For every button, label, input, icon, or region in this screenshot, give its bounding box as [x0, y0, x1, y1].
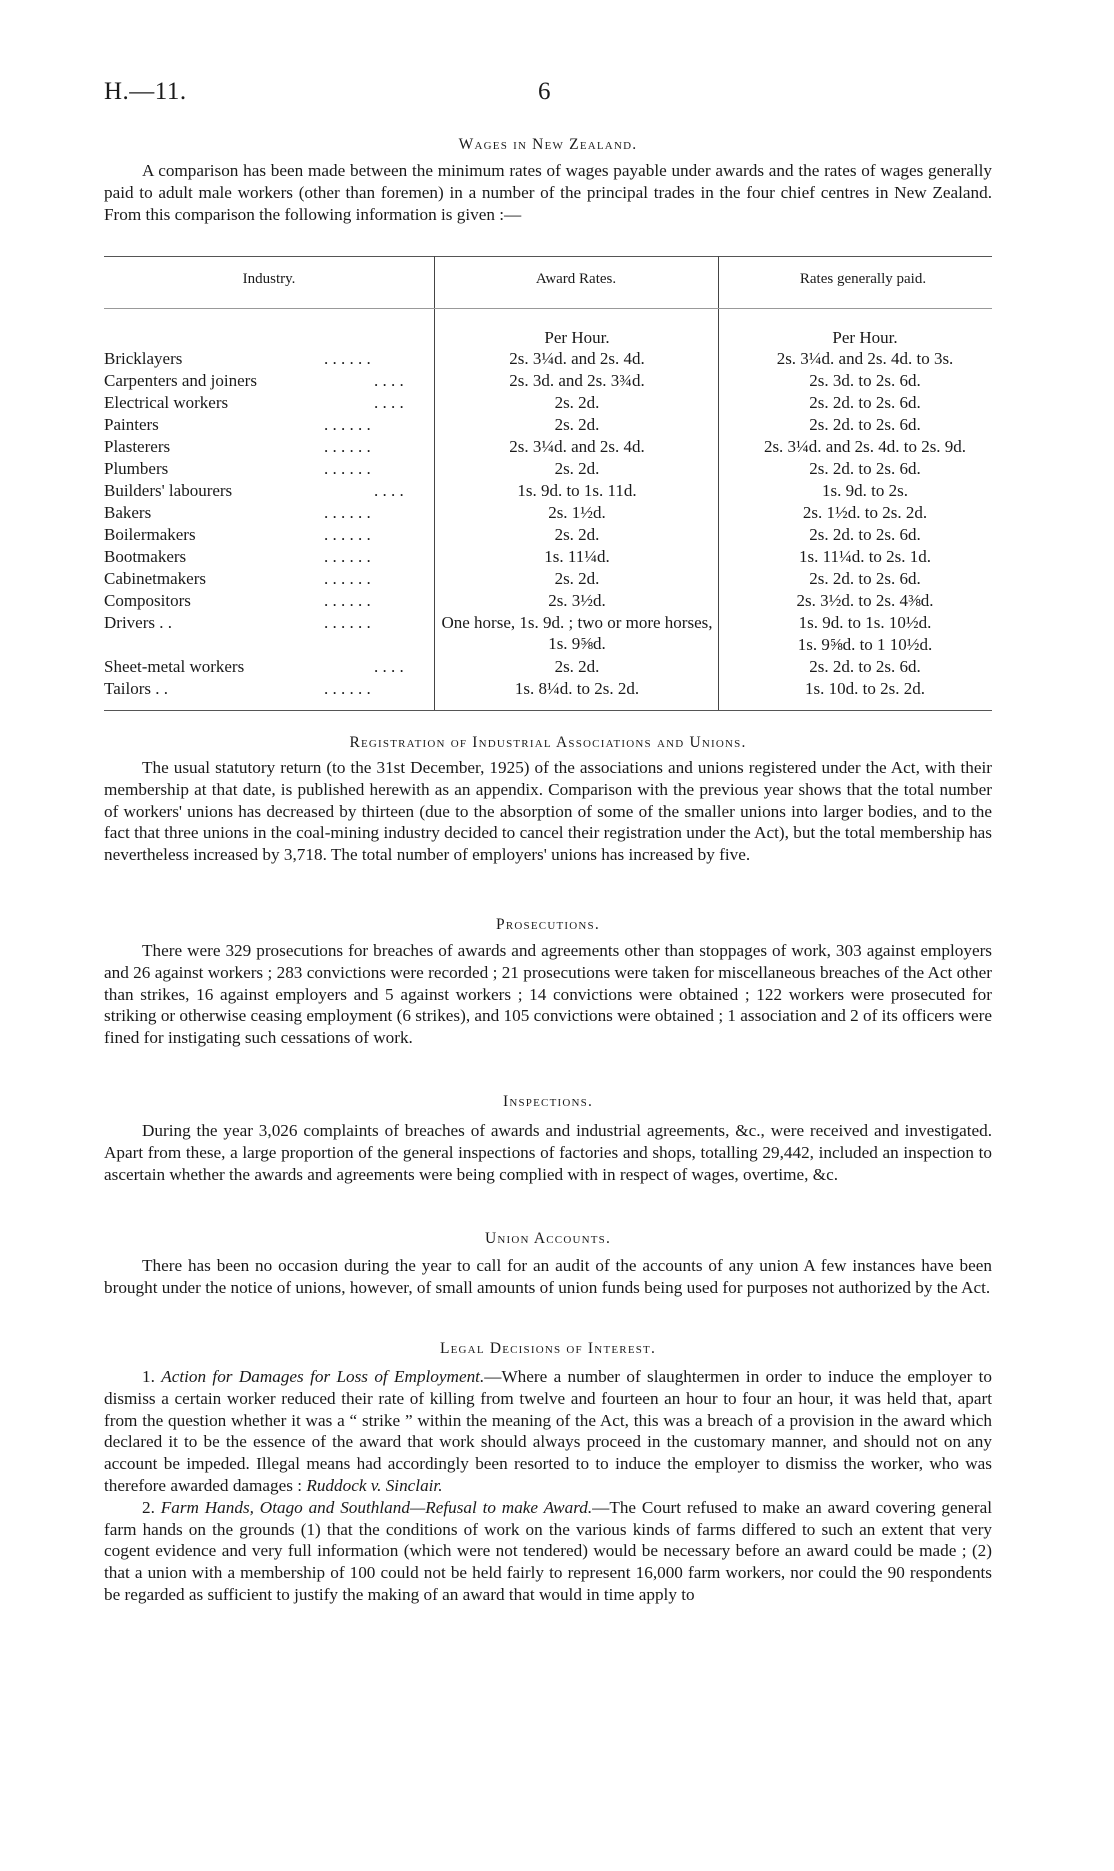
- prosecutions-text: There were 329 prosecutions for breaches of awards and agreements other than stoppages of work, 303 against employers and 26 against workers ; 283 convictions were recorded ; 21 prosecutions were taken for miscellaneous breaches of the Act other than strikes, 16 against employers and 5 against workers ; 14 convictions were obtained ; 122 workers were prosecuted for striking or otherwise ceasing employment (6 strikes), and 105 convictions were obtained ; 1 association and 2 of its officers were fined for instigating such cessations of work.: [104, 941, 992, 1048]
- industry-cell: [104, 436, 424, 458]
- award-unit: Per Hour.: [544, 328, 610, 347]
- industry-name: Painters: [104, 415, 159, 434]
- paid-unit: Per Hour.: [832, 328, 898, 347]
- page-number: 6: [538, 78, 551, 105]
- paid-rate-cell: 2s. 3¼d. and 2s. 4d. to 2s. 9d.: [763, 437, 967, 456]
- column-divider: [434, 256, 435, 710]
- award-rate-cell: 2s. 1½d.: [548, 503, 606, 522]
- decision-text: —Where a number of slaughtermen in order to induce the employer to dismiss a certain worker reduced their rate of killing from twelve and fourteen an hour to four an hour, it was held that, apart from the question whether it was a “ strike ” within the meaning of the Act, this was a breach of a provision in the award which declared it to be the essence of the award that work should always proceed in the customary manner, and should not on any account be impeded. Illegal means had accordingly been resorted to to induce the employer to dismiss the worker, who was therefore awarded damages :: [104, 1367, 993, 1495]
- award-rate-cell: 2s. 3¼d. and 2s. 4d.: [509, 349, 645, 368]
- industry-cell: [104, 370, 424, 392]
- industry-cell: [104, 656, 424, 678]
- award-rate-cell: 2s. 3½d.: [548, 591, 606, 610]
- leader-dots: . . . . . .: [324, 437, 371, 456]
- industry-cell: [104, 414, 424, 436]
- leader-dots: . . . . . .: [324, 569, 371, 588]
- industry-cell: [104, 348, 424, 370]
- leader-dots: . . . .: [374, 481, 404, 500]
- paid-rate-cell: 1s. 9d. to 1s. 10½d.: [798, 613, 932, 632]
- leader-dots: . . . . . .: [324, 679, 371, 698]
- legal-decision-1: [104, 1366, 992, 1497]
- legal-decision-2: [104, 1497, 992, 1606]
- decision-title: Action for Damages for Loss of Employment.: [161, 1367, 485, 1386]
- industry-name: Sheet-metal workers: [104, 657, 245, 676]
- paid-rate-cell: 2s. 2d. to 2s. 6d.: [809, 569, 921, 588]
- paid-rate-cell: 2s. 2d. to 2s. 6d.: [809, 459, 921, 478]
- leader-dots: . . . . . .: [324, 525, 371, 544]
- decision-number: 2.: [142, 1497, 155, 1517]
- industry-cell: [104, 590, 424, 612]
- award-rate-cell: 2s. 2d.: [554, 415, 600, 434]
- award-rate-cell: 1s. 8¼d. to 2s. 2d.: [514, 679, 640, 698]
- paid-rate-cell: 2s. 2d. to 2s. 6d.: [809, 393, 921, 412]
- leader-dots: . . . . . .: [324, 591, 371, 610]
- table-top-rule: [104, 256, 992, 257]
- union-accounts-heading: Union Accounts.: [484, 1230, 612, 1247]
- prosecutions-paragraph: [104, 940, 992, 1049]
- case-citation: Ruddock v. Sinclair.: [306, 1475, 443, 1495]
- industry-name: Plasterers: [104, 437, 171, 456]
- paid-rate-cell: 2s. 3¼d. and 2s. 4d. to 3s.: [776, 349, 954, 368]
- registration-heading: Registration of Industrial Associations and Unions.: [349, 734, 747, 751]
- industry-name: Compositors: [104, 591, 191, 610]
- industry-name: Tailors . .: [104, 679, 168, 698]
- paid-rate-cell: 1s. 10d. to 2s. 2d.: [805, 679, 925, 698]
- leader-dots: . . . . . .: [324, 415, 371, 434]
- industry-cell: [104, 678, 424, 700]
- paid-rate-cell: 2s. 2d. to 2s. 6d.: [809, 415, 921, 434]
- paid-rate-cell-continued: 1s. 9⅝d. to 1 10½d.: [797, 635, 933, 654]
- union-accounts-text: There has been no occasion during the year to call for an audit of the accounts of any union A few instances have been brought under the notice of unions, however, of small amounts of union funds being used for purposes not authorized by the Act.: [104, 1256, 992, 1297]
- award-rate-cell: 2s. 2d.: [554, 393, 600, 412]
- inspections-text: During the year 3,026 complaints of breaches of awards and industrial agreements, &c., were received and investigated. Apart from these, a large proportion of the general inspections of factories and shops, totalling 29,442, included an inspection to ascertain whether the awards and agreements were being complied with in respect of wages, overtime, &c.: [104, 1121, 992, 1184]
- industry-cell: [104, 480, 424, 502]
- legal-decisions-body: [104, 1366, 992, 1606]
- award-rate-cell: 2s. 3d. and 2s. 3¾d.: [509, 371, 645, 390]
- industry-name: Drivers . .: [104, 613, 172, 632]
- award-rate-cell: 2s. 2d.: [554, 459, 600, 478]
- industry-name: Electrical workers: [104, 393, 229, 412]
- award-rate-cell: 1s. 11¼d.: [544, 547, 610, 566]
- header-industry: Industry.: [242, 271, 296, 287]
- leader-dots: . . . . . .: [324, 503, 371, 522]
- header-rule: [104, 308, 992, 309]
- industry-name: Plumbers: [104, 459, 169, 478]
- paid-rate-cell: 2s. 1½d. to 2s. 2d.: [802, 503, 928, 522]
- decision-text: —The Court refused to make an award covering general farm hands on the grounds (1) that the conditions of work on the various kinds of farms differed to such an extent that very cogent evidence and very full information (which were not tendered) would be necessary before an award could be made ; (2) that a union with a membership of 100 could not be held fairly to represent 16,000 farm workers, nor could the 90 respondents be regarded as sufficient to justify the making of an award that would in time apply to: [104, 1497, 992, 1604]
- paid-rate-cell: 2s. 2d. to 2s. 6d.: [809, 657, 921, 676]
- industry-name: Cabinetmakers: [104, 569, 206, 588]
- leader-dots: . . . .: [374, 371, 404, 390]
- industry-cell: [104, 568, 424, 590]
- wages-intro-text: A comparison has been made between the minimum rates of wages payable under awards and the rates of wages generally paid to adult male workers (other than foremen) in a number of the principal trades in the four chief centres in New Zealand. From this comparison the following information is given :—: [104, 161, 992, 224]
- table-bottom-rule: [104, 710, 992, 711]
- paid-rate-cell: 2s. 3½d. to 2s. 4⅜d.: [796, 591, 934, 610]
- award-rate-cell: 1s. 9d. to 1s. 11d.: [517, 481, 637, 500]
- column-divider: [718, 256, 719, 710]
- header-award-rates: Award Rates.: [535, 271, 617, 287]
- paid-rate-cell: 1s. 9d. to 2s.: [822, 481, 908, 500]
- paid-rate-cell: 1s. 11¼d. to 2s. 1d.: [798, 547, 932, 566]
- industry-cell: [104, 458, 424, 480]
- wages-heading: Wages in New Zealand.: [458, 136, 638, 153]
- legal-decisions-heading: Legal Decisions of Interest.: [439, 1340, 657, 1357]
- decision-title: Farm Hands, Otago and Southland—Refusal to make Award.: [160, 1497, 593, 1517]
- inspections-heading: Inspections.: [502, 1093, 594, 1110]
- union-accounts-paragraph: [104, 1255, 992, 1299]
- industry-name: Boilermakers: [104, 525, 196, 544]
- leader-dots: . . . . . .: [324, 547, 371, 566]
- registration-paragraph: [104, 757, 992, 866]
- paid-rate-cell: 2s. 2d. to 2s. 6d.: [809, 525, 921, 544]
- industry-cell: [104, 524, 424, 546]
- leader-dots: . . . . . .: [324, 459, 371, 478]
- inspections-paragraph: [104, 1120, 992, 1185]
- industry-cell: [104, 502, 424, 524]
- industry-name: Builders' labourers: [104, 481, 233, 500]
- leader-dots: . . . . . .: [324, 613, 371, 632]
- prosecutions-heading: Prosecutions.: [496, 916, 600, 933]
- industry-cell: [104, 612, 424, 634]
- document-reference: H.—11.: [104, 78, 187, 105]
- header-rates-paid: Rates generally paid.: [799, 271, 927, 287]
- registration-text: The usual statutory return (to the 31st December, 1925) of the associations and unions registered under the Act, with their membership at that date, is published herewith as an appendix. Comparison with the previous year shows that the total number of workers' unions has decreased by thirteen (due to the absorption of some of the smaller unions into larger bodies, and to the fact that three unions in the coal-mining industry decided to cancel their registration under the Act), but the total membership has nevertheless increased by 3,718. The total number of employers' unions has increased by five.: [104, 758, 992, 865]
- leader-dots: . . . . . .: [324, 349, 371, 368]
- industry-name: Bakers: [104, 503, 152, 522]
- industry-cell: [104, 392, 424, 414]
- award-rate-cell: 2s. 3¼d. and 2s. 4d.: [509, 437, 645, 456]
- industry-cell: [104, 546, 424, 568]
- industry-name: Carpenters and joiners: [104, 371, 257, 390]
- industry-name: Bricklayers: [104, 349, 183, 368]
- industry-name: Bootmakers: [104, 547, 187, 566]
- award-rate-cell: 2s. 2d.: [554, 657, 600, 676]
- award-rate-cell: One horse, 1s. 9d. ; two or more horses, 1s. 9⅝d.: [441, 613, 713, 653]
- paid-rate-cell: 2s. 3d. to 2s. 6d.: [809, 371, 921, 390]
- decision-number: 1.: [142, 1367, 155, 1386]
- award-rate-cell: 2s. 2d.: [554, 569, 600, 588]
- leader-dots: . . . .: [374, 393, 404, 412]
- leader-dots: . . . .: [374, 657, 404, 676]
- wages-intro: [104, 160, 992, 225]
- award-rate-cell: 2s. 2d.: [554, 525, 600, 544]
